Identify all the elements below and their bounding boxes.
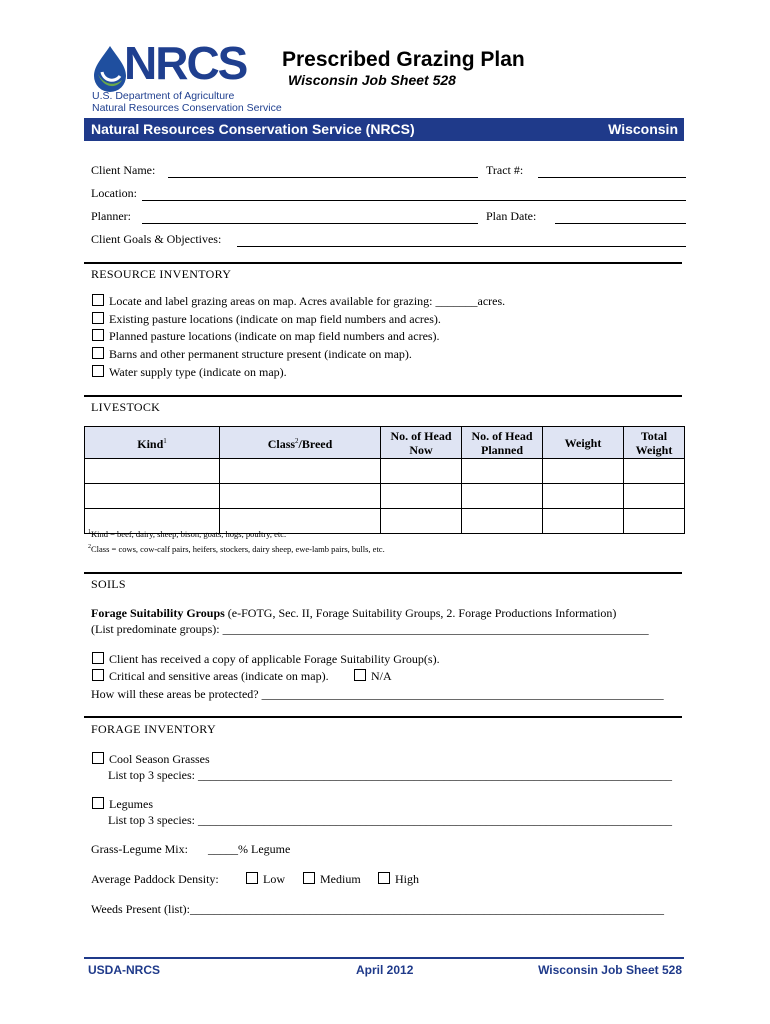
table-header-row xyxy=(85,427,685,459)
legumes-item: Legumes xyxy=(92,797,153,812)
checkbox[interactable] xyxy=(92,797,104,809)
agency-banner xyxy=(84,118,684,141)
fsg-received-item: Client has received a copy of applicable Forage Suitability Group(s). xyxy=(92,652,440,667)
density-high: High xyxy=(378,872,419,887)
footer-rule xyxy=(84,957,684,959)
mix-field[interactable]: _____% Legume xyxy=(208,842,291,856)
fsg-line: Forage Suitability Groups (e-FOTG, Sec. II, Forage Suitability Groups, 2. Forage Productions Information) xyxy=(91,606,617,620)
checkbox[interactable] xyxy=(303,872,315,884)
cool-season-item: Cool Season Grasses xyxy=(92,752,210,767)
soils-heading: SOILS xyxy=(91,577,126,591)
checkbox[interactable] xyxy=(92,347,104,359)
logo-dept: U.S. Department of Agriculture xyxy=(92,90,235,102)
logo-wordmark: NRCS xyxy=(124,37,247,89)
resource-item: Locate and label grazing areas on map. Acres available for grazing: _______acres. xyxy=(92,294,505,309)
footnote-class: $^2$Class = cows, cow-calf pairs, heifers, stockers, dairy sheep, ewe-lamb pairs, bulls, etc. xyxy=(88,544,385,554)
na-item: N/A xyxy=(354,669,392,684)
divider xyxy=(84,395,682,397)
page-title: Prescribed Grazing Plan xyxy=(282,48,525,71)
planner-label: Planner: xyxy=(91,209,131,223)
checkbox[interactable] xyxy=(92,752,104,764)
resource-item: Existing pasture locations (indicate on map field numbers and acres). xyxy=(92,312,441,327)
divider xyxy=(84,716,682,718)
density-low: Low xyxy=(246,872,285,887)
resource-item: Planned pasture locations (indicate on map field numbers and acres). xyxy=(92,329,440,344)
checkbox[interactable] xyxy=(378,872,390,884)
livestock-heading: LIVESTOCK xyxy=(91,400,161,414)
plan-date-label: Plan Date: xyxy=(486,209,537,223)
col-class-breed: Class$^2$/Breed xyxy=(220,427,381,459)
page-subtitle: Wisconsin Job Sheet 528 xyxy=(288,72,456,88)
list-groups-field[interactable]: (List predominate groups): _______________________________________________________________________ xyxy=(91,622,649,636)
protection-field[interactable]: How will these areas be protected? ___________________________________________________________________ xyxy=(91,687,664,701)
logo-agency: Natural Resources Conservation Service xyxy=(92,102,282,114)
legume-species-field[interactable]: List top 3 species: _______________________________________________________________________________ xyxy=(108,813,672,827)
banner-agency: Natural Resources Conservation Service (NRCS) xyxy=(91,121,415,137)
weeds-field[interactable]: Weeds Present (list):_______________________________________________________________________________ xyxy=(91,902,665,916)
table-row xyxy=(85,459,685,484)
resource-item: Barns and other permanent structure present (indicate on map). xyxy=(92,347,412,362)
plan-date-field[interactable] xyxy=(555,223,686,224)
checkbox[interactable] xyxy=(92,669,104,681)
planner-field[interactable] xyxy=(142,223,478,224)
banner-state: Wisconsin xyxy=(608,121,678,137)
resource-item: Water supply type (indicate on map). xyxy=(92,365,287,380)
checkbox[interactable] xyxy=(246,872,258,884)
col-weight: Weight xyxy=(543,427,624,459)
location-field[interactable] xyxy=(142,200,686,201)
nrcs-logo xyxy=(88,37,288,114)
checkbox[interactable] xyxy=(354,669,366,681)
checkbox[interactable] xyxy=(92,294,104,306)
tract-field[interactable] xyxy=(538,177,686,178)
checkbox[interactable] xyxy=(92,365,104,377)
density-medium: Medium xyxy=(303,872,361,887)
checkbox[interactable] xyxy=(92,329,104,341)
forage-heading: FORAGE INVENTORY xyxy=(91,722,216,736)
tract-label: Tract #: xyxy=(486,163,524,177)
col-head-now: No. of Head Now xyxy=(381,427,462,459)
mix-label: Grass-Legume Mix: xyxy=(91,842,188,856)
col-kind: Kind$^1$ xyxy=(85,427,220,459)
table-row xyxy=(85,484,685,509)
critical-areas-item: Critical and sensitive areas (indicate on map). xyxy=(92,669,329,684)
goals-field[interactable] xyxy=(237,246,686,247)
client-name-label: Client Name: xyxy=(91,163,156,177)
client-name-field[interactable] xyxy=(168,177,478,178)
resource-heading: RESOURCE INVENTORY xyxy=(91,267,232,281)
divider xyxy=(84,262,682,264)
footer-sheet: Wisconsin Job Sheet 528 xyxy=(538,963,682,977)
footnote-kind: $^1$Kind = beef, dairy, sheep, bison, goats, hogs, poultry, etc. xyxy=(88,529,287,539)
col-head-planned: No. of Head Planned xyxy=(462,427,543,459)
checkbox[interactable] xyxy=(92,652,104,664)
cool-species-field[interactable]: List top 3 species: _______________________________________________________________________________ xyxy=(108,768,672,782)
density-label: Average Paddock Density: xyxy=(91,872,219,886)
col-total-weight: Total Weight xyxy=(624,427,685,459)
location-label: Location: xyxy=(91,186,137,200)
footer-date: April 2012 xyxy=(356,963,414,977)
goals-label: Client Goals & Objectives: xyxy=(91,232,222,246)
footer-agency: USDA-NRCS xyxy=(88,963,160,977)
livestock-table xyxy=(84,426,685,534)
checkbox[interactable] xyxy=(92,312,104,324)
divider xyxy=(84,572,682,574)
